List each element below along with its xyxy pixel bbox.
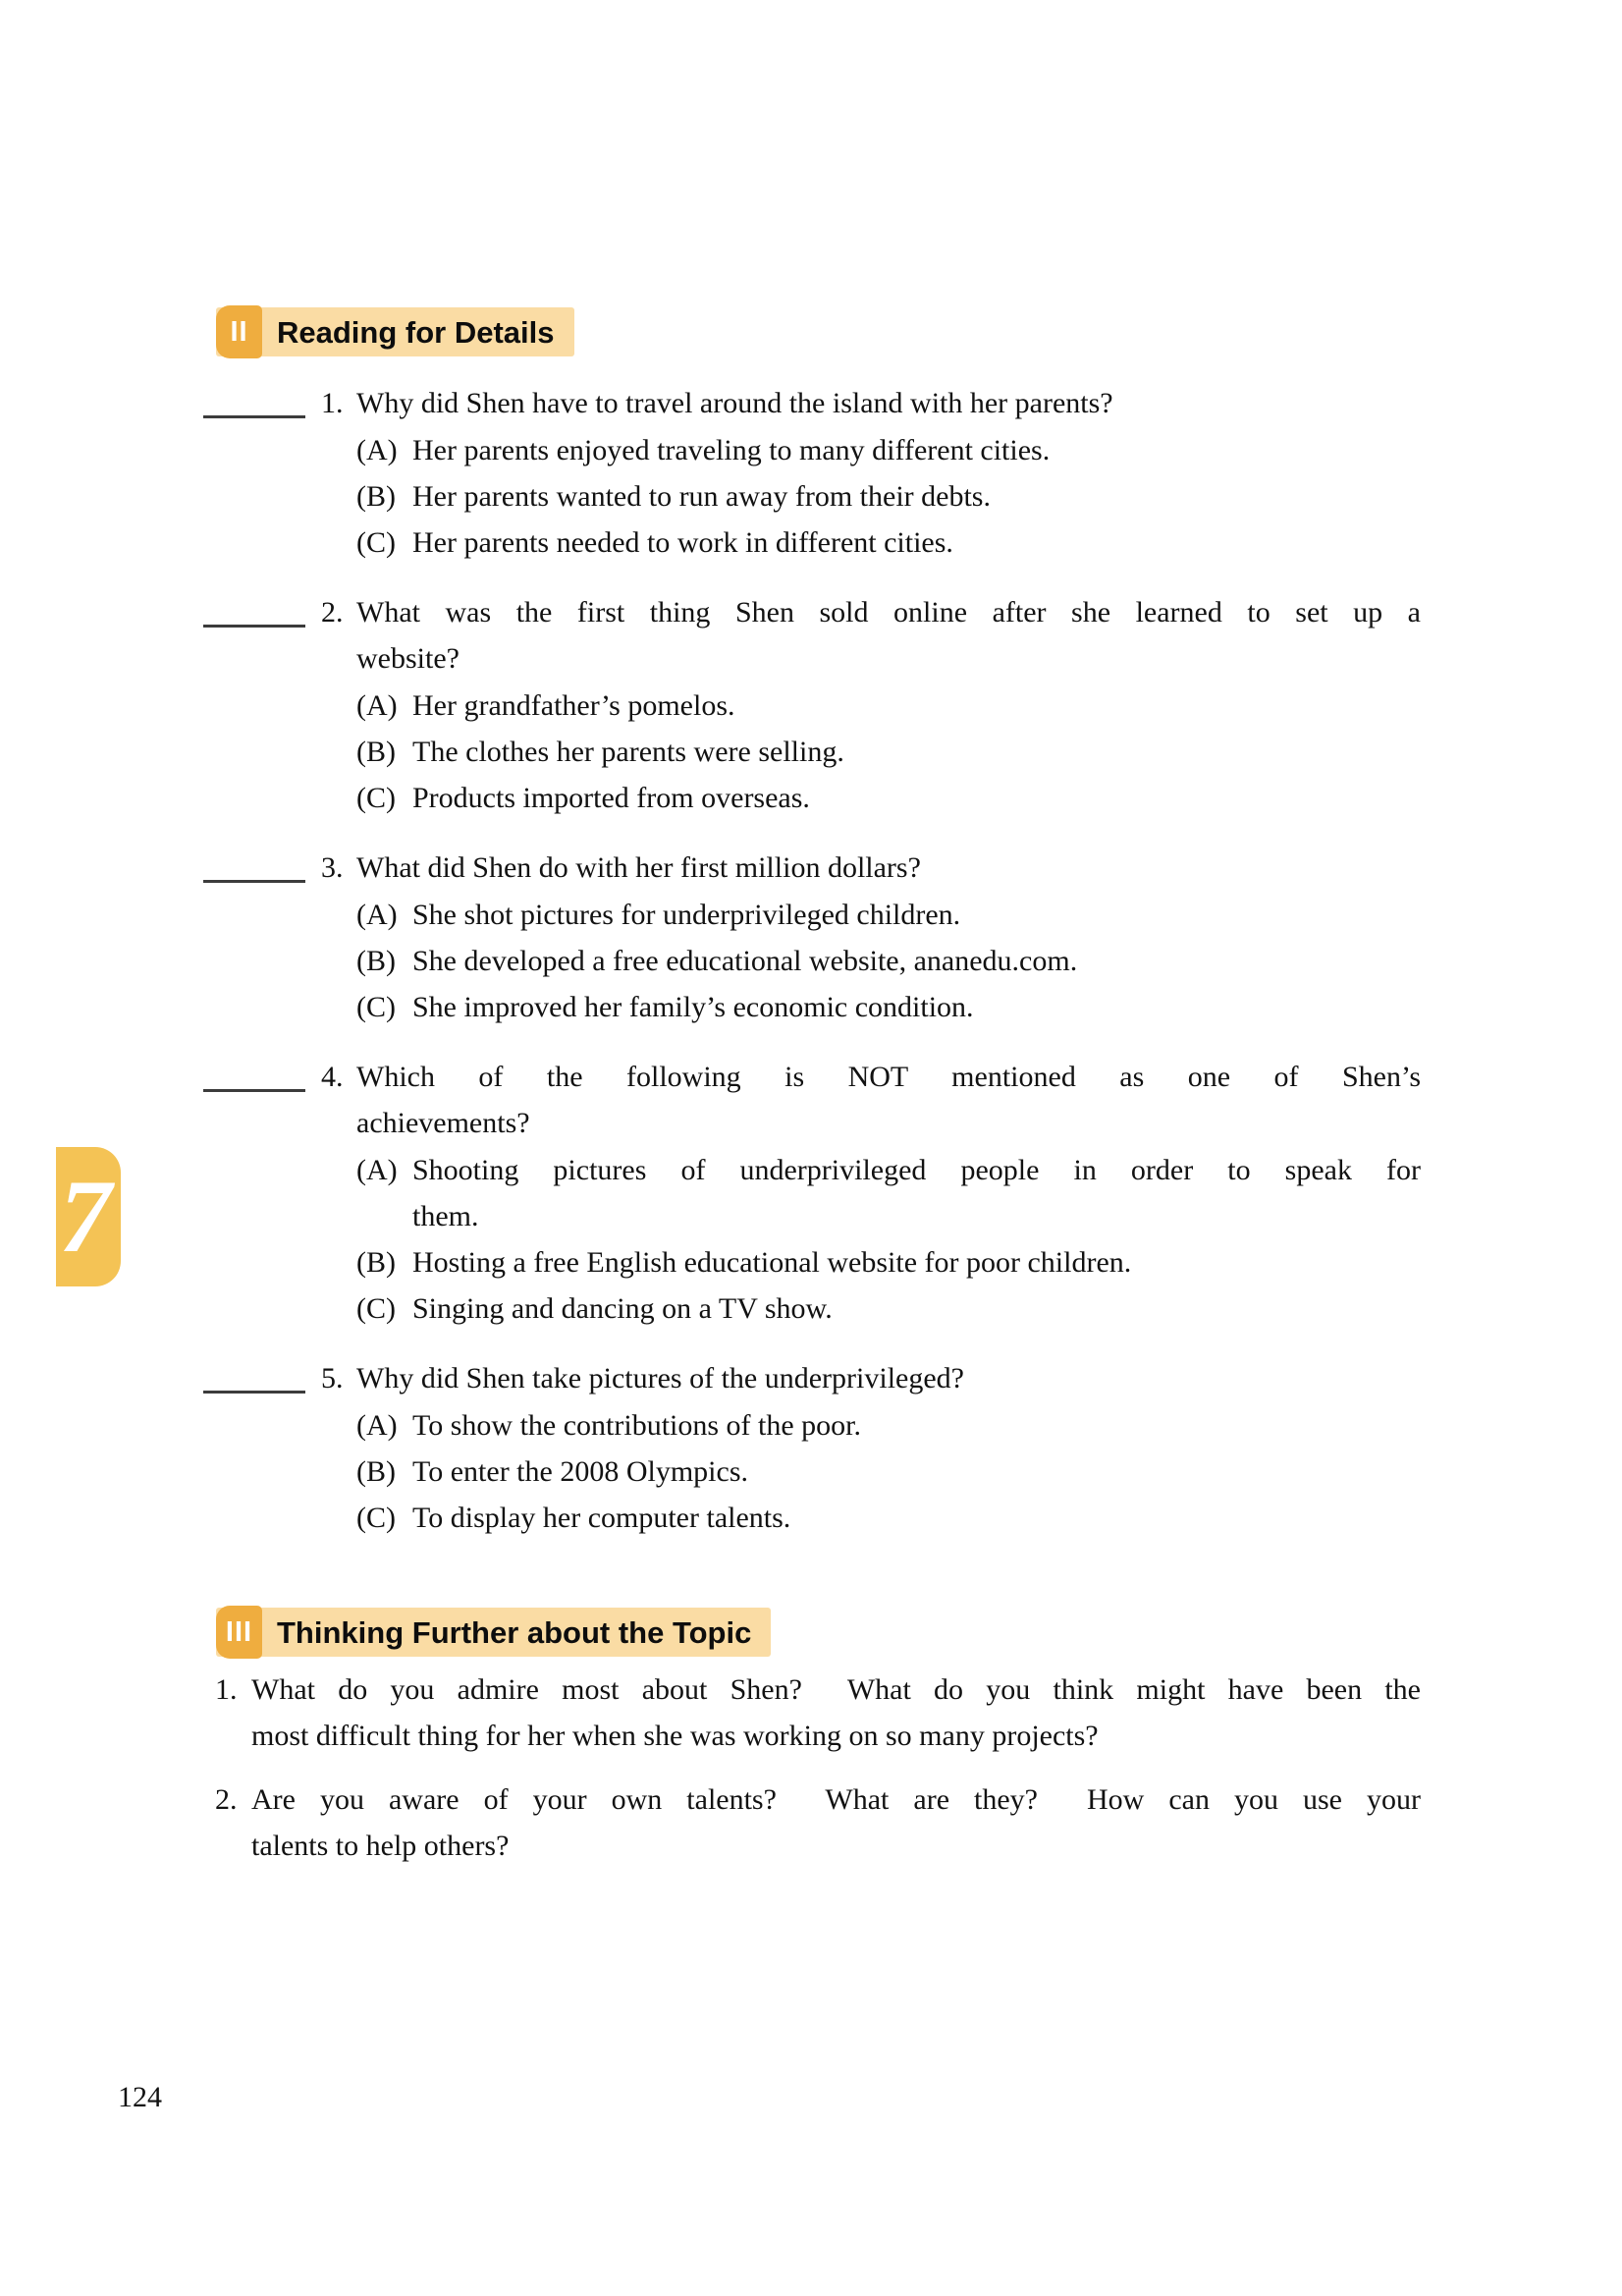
- options: [356, 427, 1421, 566]
- option-text-line: She developed a free educational website, ananedu.com.: [412, 945, 1078, 977]
- options: [356, 892, 1421, 1030]
- option-a: [356, 683, 1421, 729]
- question-2: [203, 589, 1421, 821]
- section-marker-badge: III: [216, 1606, 262, 1659]
- option-b: [356, 473, 1421, 519]
- option-text-line: Hosting a free English educational website for poor children.: [412, 1246, 1132, 1279]
- question-text-line: website?: [356, 642, 460, 675]
- option-label: (C): [356, 1292, 396, 1325]
- option-text-line: Her parents wanted to run away from their debts.: [412, 480, 991, 513]
- answer-blank: [203, 1355, 305, 1394]
- option-c: [356, 984, 1421, 1030]
- question-number: 1.: [321, 387, 344, 419]
- option-text-line: them.: [412, 1200, 479, 1232]
- question-text: [356, 1054, 1421, 1146]
- question-number: 5.: [321, 1362, 344, 1394]
- option-c: [356, 519, 1421, 566]
- section-title: Thinking Further about the Topic: [277, 1614, 752, 1650]
- section-marker-badge: II: [216, 305, 262, 358]
- option-c: [356, 775, 1421, 821]
- section-header-reading-for-details: [216, 307, 574, 356]
- option-label: (A): [356, 434, 398, 466]
- option-text-line: Her parents needed to work in different cities.: [412, 526, 953, 559]
- option-label: (C): [356, 782, 396, 814]
- page-content: [203, 307, 1421, 1886]
- option-text-line: To enter the 2008 Olympics.: [412, 1455, 748, 1488]
- section-title: Reading for Details: [277, 314, 555, 350]
- section-header-thinking-further: [216, 1608, 771, 1657]
- option-a: [356, 1402, 1421, 1449]
- question-text-line: Why did Shen have to travel around the island with her parents?: [356, 387, 1113, 419]
- question-number: 2.: [321, 596, 344, 629]
- question-1: [203, 380, 1421, 566]
- option-label: (B): [356, 1246, 396, 1279]
- question-body: [321, 1054, 1421, 1332]
- option-label: (B): [356, 1455, 396, 1488]
- question-text-line: Which of the following is NOT mentioned as one of Shen’s: [356, 1061, 1421, 1093]
- option-a: [356, 892, 1421, 938]
- option-label: (A): [356, 689, 398, 722]
- question-body: [321, 1355, 1421, 1541]
- question-5: [203, 1355, 1421, 1541]
- option-label: (B): [356, 480, 396, 513]
- option-text-line: Shooting pictures of underprivileged people in order to speak for: [412, 1154, 1421, 1186]
- options: [356, 1147, 1421, 1332]
- discussion-question-1: [215, 1667, 1421, 1759]
- option-label: (C): [356, 526, 396, 559]
- question-text-line: What did Shen do with her first million dollars?: [356, 851, 921, 884]
- question-text: [356, 589, 1421, 682]
- question-body: [321, 589, 1421, 821]
- option-b: [356, 1449, 1421, 1495]
- option-a: [356, 1147, 1421, 1239]
- option-text-line: Products imported from overseas.: [412, 782, 810, 814]
- question-text: [356, 845, 1421, 891]
- question-text-line: Why did Shen take pictures of the underprivileged?: [356, 1362, 964, 1394]
- chapter-tab: [56, 1147, 121, 1286]
- question-text: [251, 1667, 1421, 1759]
- page-number: 124: [118, 2081, 162, 2113]
- option-c: [356, 1495, 1421, 1541]
- answer-blank: [203, 845, 305, 883]
- question-number: 2.: [215, 1783, 238, 1816]
- option-b: [356, 729, 1421, 775]
- option-text-line: The clothes her parents were selling.: [412, 736, 844, 768]
- option-text-line: She shot pictures for underprivileged children.: [412, 899, 961, 931]
- option-c: [356, 1285, 1421, 1332]
- option-text-line: Her grandfather’s pomelos.: [412, 689, 735, 722]
- options: [356, 683, 1421, 821]
- question-text: [356, 1355, 1421, 1401]
- option-label: (C): [356, 991, 396, 1023]
- question-text-line: most difficult thing for her when she was working on so many projects?: [251, 1720, 1099, 1752]
- answer-blank: [203, 589, 305, 628]
- option-a: [356, 427, 1421, 473]
- question-number: 1.: [215, 1673, 238, 1706]
- question-text: [356, 380, 1421, 426]
- question-4: [203, 1054, 1421, 1332]
- option-text-line: Singing and dancing on a TV show.: [412, 1292, 833, 1325]
- chapter-number: 7: [59, 1159, 112, 1274]
- answer-blank: [203, 1054, 305, 1092]
- discussion-question-2: [215, 1777, 1421, 1869]
- options: [356, 1402, 1421, 1541]
- option-text-line: Her parents enjoyed traveling to many different cities.: [412, 434, 1051, 466]
- option-label: (B): [356, 736, 396, 768]
- question-number: 3.: [321, 851, 344, 884]
- question-3: [203, 845, 1421, 1030]
- option-text-line: To display her computer talents.: [412, 1502, 791, 1534]
- answer-blank: [203, 380, 305, 418]
- option-label: (A): [356, 1154, 398, 1186]
- option-label: (B): [356, 945, 396, 977]
- option-text-line: She improved her family’s economic condition.: [412, 991, 974, 1023]
- option-text-line: To show the contributions of the poor.: [412, 1409, 862, 1442]
- question-text-line: achievements?: [356, 1107, 530, 1139]
- option-label: (A): [356, 1409, 398, 1442]
- option-b: [356, 1239, 1421, 1285]
- question-text: [251, 1777, 1421, 1869]
- option-label: (A): [356, 899, 398, 931]
- question-text-line: talents to help others?: [251, 1830, 510, 1862]
- option-label: (C): [356, 1502, 396, 1534]
- question-text-line: Are you aware of your own talents? What are they? How can you use your: [251, 1783, 1421, 1816]
- question-text-line: What do you admire most about Shen? What do you think might have been the: [251, 1673, 1421, 1706]
- question-number: 4.: [321, 1061, 344, 1093]
- option-b: [356, 938, 1421, 984]
- question-text-line: What was the first thing Shen sold online after she learned to set up a: [356, 596, 1421, 629]
- question-body: [321, 380, 1421, 566]
- question-body: [321, 845, 1421, 1030]
